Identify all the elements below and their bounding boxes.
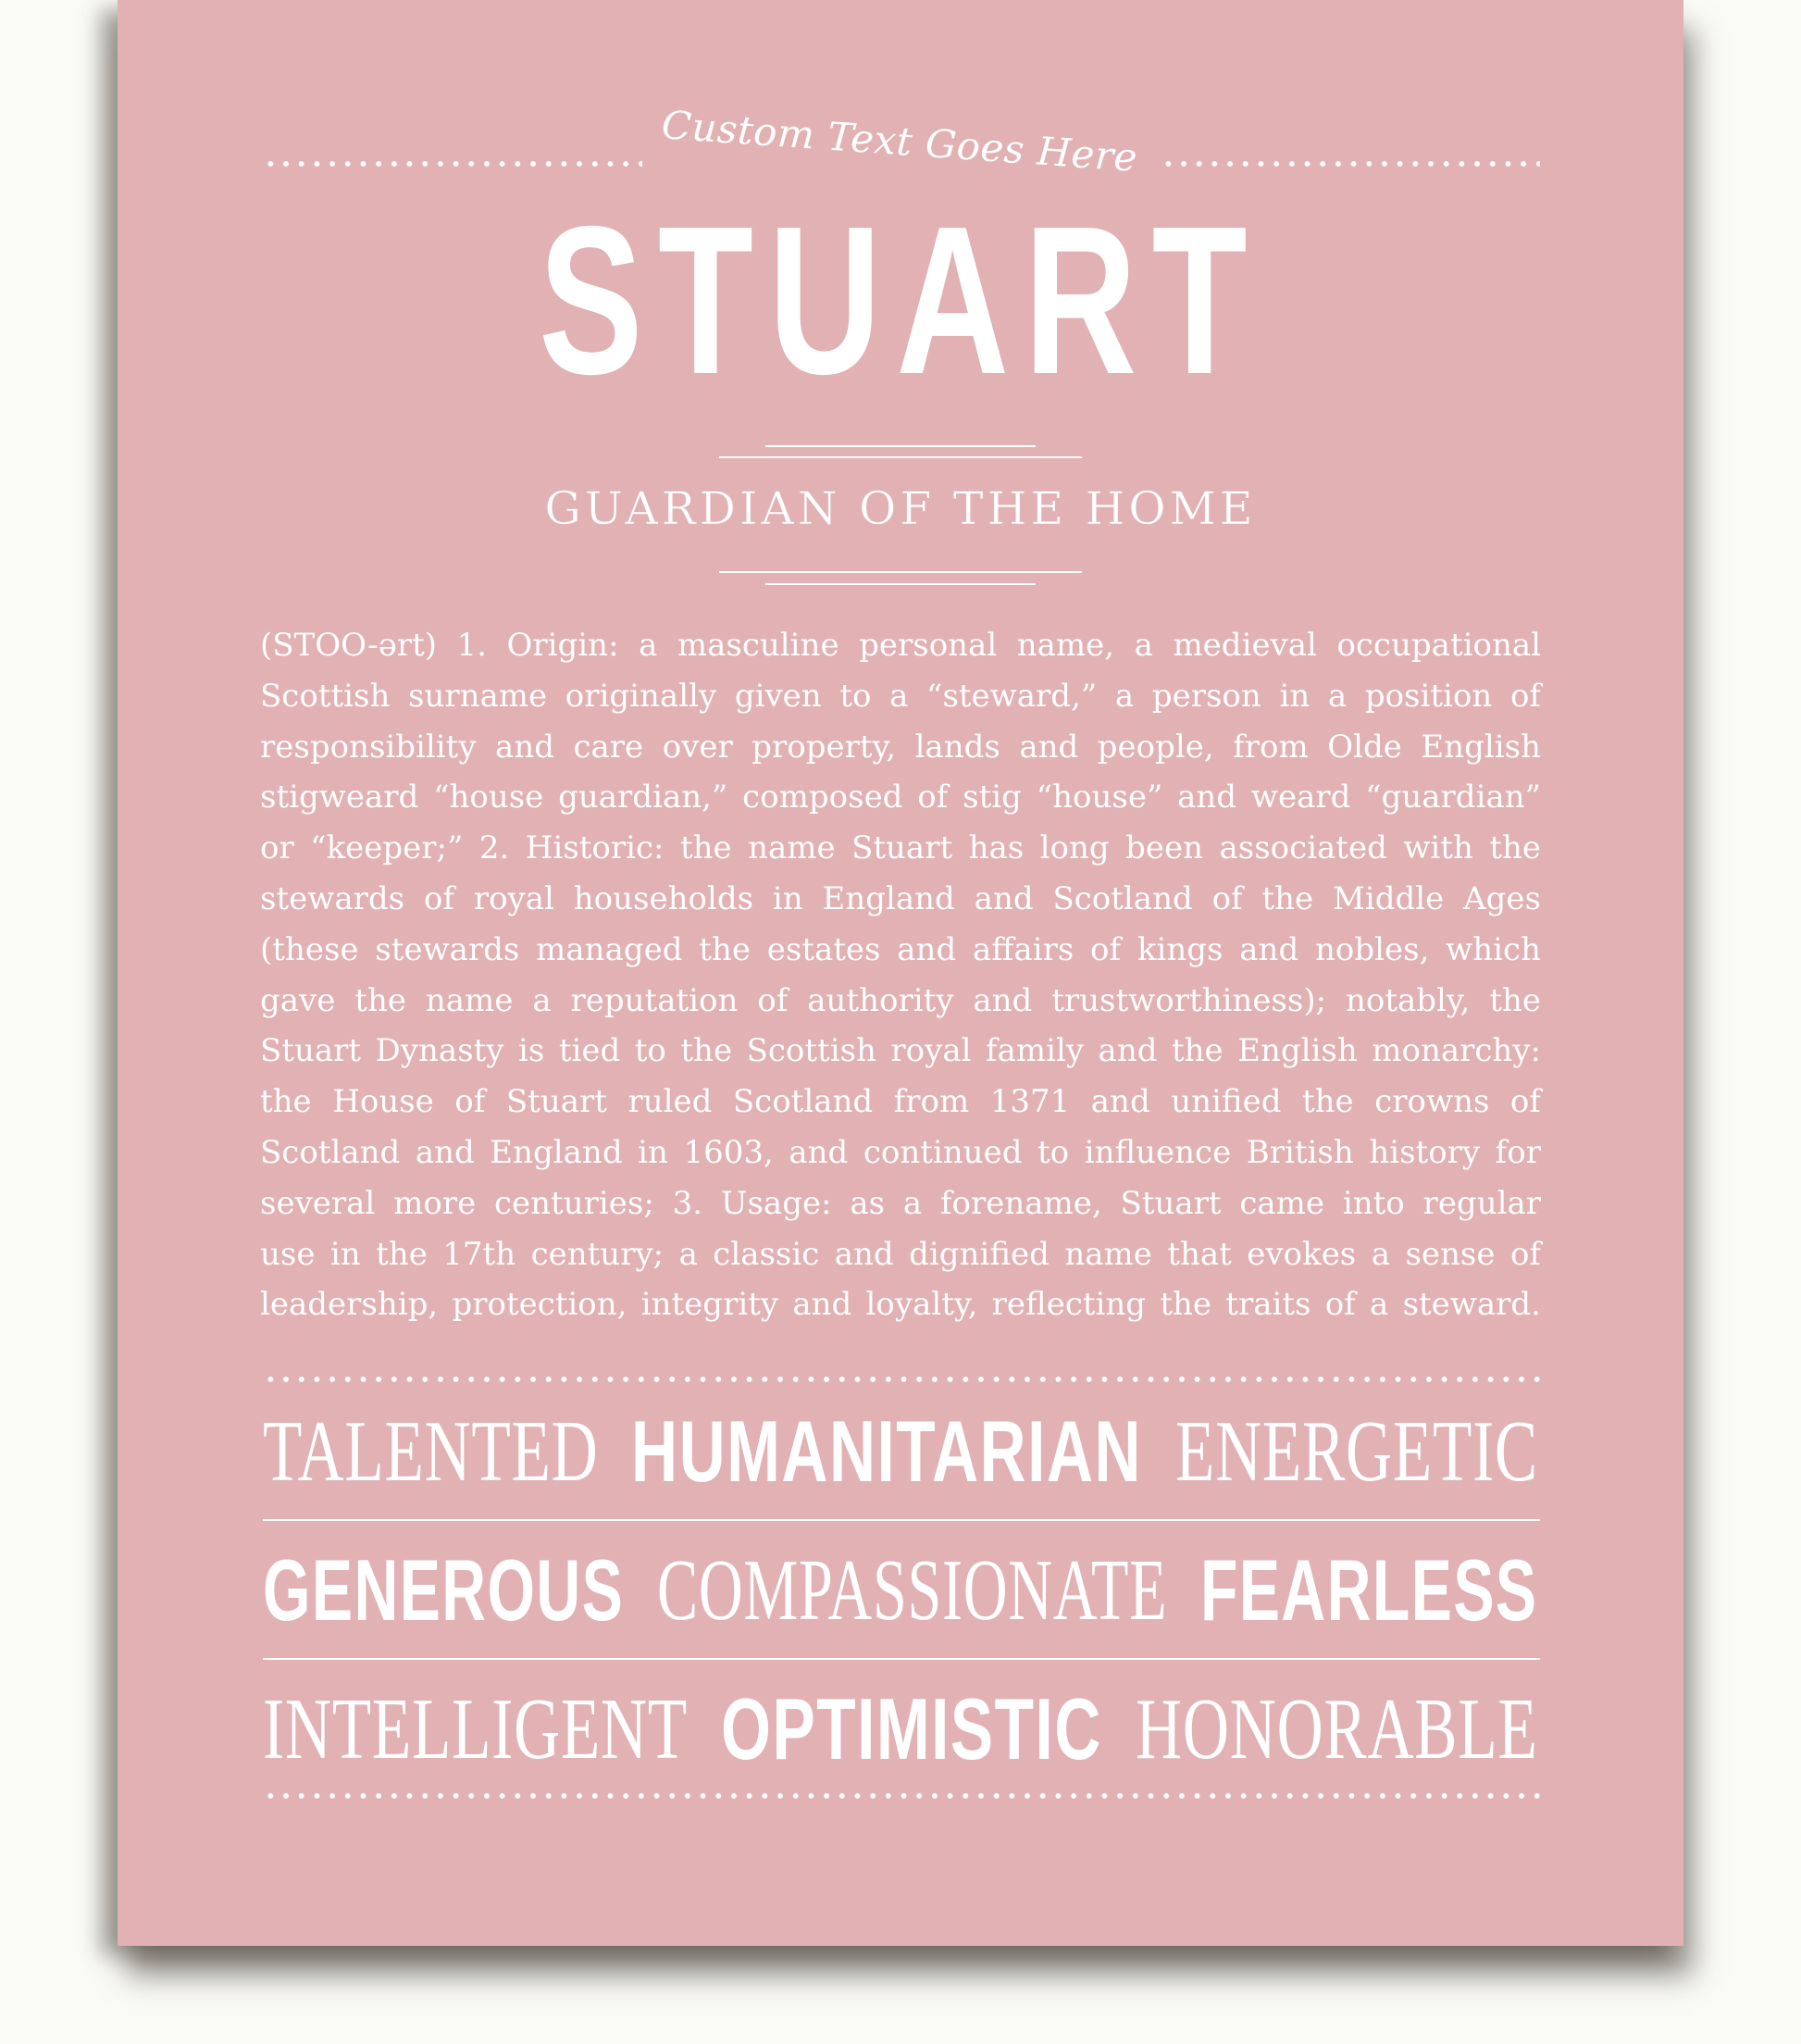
definition-line: stewards of royal households in England and Scotland of the Middle Ages bbox=[260, 879, 1541, 917]
name-poster bbox=[118, 0, 1683, 1946]
name-title: STUART bbox=[539, 183, 1262, 418]
definition-line: or “keeper;” 2. Historic: the name Stuart has long been associated with the bbox=[260, 829, 1541, 867]
definition-line: Scottish surname originally given to a “steward,” a person in a position of bbox=[260, 677, 1541, 715]
definition-line: gave the name a reputation of authority and trustworthiness); notably, the bbox=[260, 981, 1541, 1019]
definition-line: Stuart Dynasty is tied to the Scottish royal family and the English monarchy: bbox=[260, 1032, 1541, 1070]
trait-word: GENEROUS bbox=[263, 1541, 625, 1639]
name-definition bbox=[260, 620, 1541, 1330]
definition-line: (STOO-ərt) 1. Origin: a masculine personal name, a medieval occupational bbox=[260, 627, 1541, 664]
definition-line: the House of Stuart ruled Scotland from 1371 and unified the crowns of bbox=[260, 1083, 1541, 1121]
trait-word: TALENTED bbox=[263, 1403, 599, 1500]
definition-line: use in the 17th century; a classic and dignified name that evokes a sense of bbox=[260, 1235, 1541, 1273]
trait-word: INTELLIGENT bbox=[263, 1681, 689, 1777]
meaning-top-rule-long bbox=[719, 456, 1082, 458]
meaning-bottom-rule-long bbox=[719, 571, 1082, 573]
traits-row-3 bbox=[263, 1674, 1538, 1776]
traits-row-2 bbox=[263, 1535, 1538, 1637]
top-right-dotted-rule bbox=[1161, 161, 1540, 167]
trait-word: ENERGETIC bbox=[1175, 1403, 1538, 1500]
meaning-top-rule-short bbox=[765, 445, 1036, 447]
trait-word: HONORABLE bbox=[1136, 1681, 1539, 1777]
definition-line: leadership, protection, integrity and loyalty, reflecting the traits of a steward. bbox=[260, 1286, 1541, 1324]
definition-line: Scotland and England in 1603, and continued to influence British history for bbox=[260, 1133, 1541, 1171]
name-meaning: GUARDIAN OF THE HOME bbox=[544, 482, 1257, 535]
trait-word: COMPASSIONATE bbox=[657, 1542, 1168, 1639]
definition-line: stigweard “house guardian,” composed of stig “house” and weard “guardian” bbox=[260, 779, 1541, 816]
definition-line: several more centuries; 3. Usage: as a forename, Stuart came into regular bbox=[260, 1184, 1541, 1222]
meaning-bottom-rule-short bbox=[765, 583, 1036, 585]
traits-divider-2 bbox=[263, 1658, 1540, 1660]
custom-text: Custom Text Goes Here bbox=[660, 102, 1139, 181]
traits-top-dotted-rule bbox=[263, 1377, 1540, 1382]
definition-line: (these stewards managed the estates and affairs of kings and nobles, which bbox=[260, 930, 1541, 968]
trait-word: HUMANITARIAN bbox=[631, 1402, 1143, 1500]
traits-bottom-dotted-rule bbox=[263, 1793, 1540, 1799]
trait-word: OPTIMISTIC bbox=[721, 1680, 1103, 1777]
traits-divider-1 bbox=[263, 1519, 1540, 1521]
traits-row-1 bbox=[263, 1396, 1538, 1498]
definition-line: responsibility and care over property, lands and people, from Olde English bbox=[260, 728, 1541, 766]
trait-word: FEARLESS bbox=[1200, 1541, 1538, 1639]
top-left-dotted-rule bbox=[263, 161, 642, 167]
